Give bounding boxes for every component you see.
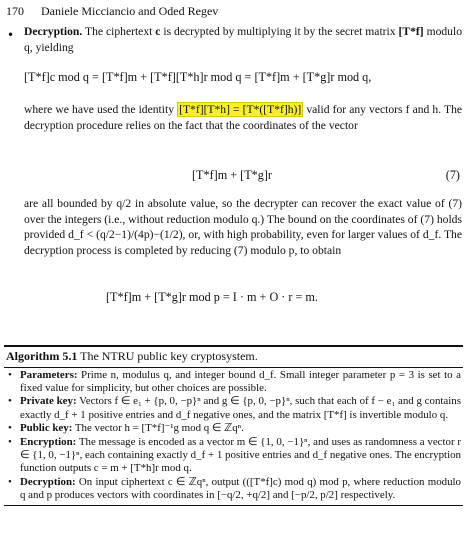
decryption-text-1: The ciphertext bbox=[82, 25, 156, 38]
bullet-icon: • bbox=[8, 422, 12, 435]
decryption-lead: Decryption. bbox=[24, 25, 83, 38]
highlighted-identity: [T*f][T*h] = [T*([T*f]h)] bbox=[179, 103, 302, 116]
bullet-icon: • bbox=[7, 28, 15, 42]
identity-paragraph bbox=[24, 102, 462, 133]
algorithm-list bbox=[4, 368, 463, 505]
item-text: Vectors f ∈ e₁ + {p, 0, −p}ⁿ and g ∈ {p, 0, −p}ⁿ, such that each of f − e₁ and g contains exactly d_f + 1 positive entries and d_f negative ones, and the matrix [T*f] is invertible modulo q. bbox=[20, 395, 461, 421]
algorithm-item-private-key bbox=[6, 395, 461, 422]
algorithm-box bbox=[4, 345, 463, 506]
item-lead: Public key: bbox=[20, 422, 73, 435]
identity-text-after: valid for any vectors f and h. The decryption procedure relies on the fact that the coordinates of the vector bbox=[24, 103, 463, 132]
equation-3: [T*f]m + [T*g]r mod p = I · m + O · r = m. bbox=[106, 290, 318, 304]
equation-2: [T*f]m + [T*g]r bbox=[192, 168, 272, 182]
bullet-icon: • bbox=[8, 395, 12, 408]
algorithm-item-decryption bbox=[6, 476, 461, 503]
ciphertext-symbol: c bbox=[155, 25, 161, 38]
algorithm-item-public-key bbox=[6, 422, 461, 435]
equation-2-number: (7) bbox=[445, 168, 460, 182]
identity-text-before: where we have used the identity bbox=[24, 103, 178, 116]
item-text: The message is encoded as a vector m ∈ {1, 0, −1}ⁿ, and uses as randomness a vector r ∈ {1, 0, −1}ⁿ, each containing exactly d_f + 1 positive entries and d_f negative ones. The encryption function outputs c = m + [T*h]r mod q. bbox=[20, 435, 461, 475]
algorithm-caption bbox=[4, 347, 463, 365]
algorithm-item-parameters bbox=[6, 369, 461, 396]
item-text: On input ciphertext c ∈ ℤqⁿ, output (([T*f]c) mod q) mod p, where reduction modulo q and p produces vectors with coordinates in [−q/2, +q/2] and [−p/2, p/2] respectively. bbox=[20, 475, 461, 502]
item-text: The vector h = [T*f]⁻¹g mod q ∈ ℤqⁿ. bbox=[72, 422, 244, 435]
item-lead: Parameters: bbox=[20, 368, 78, 381]
bound-paragraph: are all bounded by q/2 in absolute value, so the decrypter can recover the exact value of (7) over the integers (i.e., without reduction modulo q.) The bound on the coordinates of (7) holds provided d_f < (q/2−1)/(4p)−(1/2), or, with high probability, even for larger values of d_f. The decryption process is completed by reducing (7) modulo p, to obtain bbox=[24, 197, 462, 257]
decryption-text-2: is decrypted by multiplying it by the secret matrix bbox=[160, 25, 399, 38]
equation-1: [T*f]c mod q = [T*f]m + [T*f][T*h]r mod q = [T*f]m + [T*g]r mod q, bbox=[24, 70, 372, 84]
running-header-authors: Daniele Micciancio and Oded Regev bbox=[41, 4, 219, 18]
bullet-icon: • bbox=[8, 475, 12, 488]
algorithm-label: Algorithm 5.1 bbox=[6, 348, 78, 363]
bullet-icon: • bbox=[8, 435, 12, 448]
algorithm-bottom-rule bbox=[4, 505, 463, 507]
algorithm-title: The NTRU public key cryptosystem. bbox=[77, 348, 258, 363]
algorithm-item-encryption bbox=[6, 436, 461, 476]
bullet-icon: • bbox=[8, 368, 12, 381]
item-text: Prime n, modulus q, and integer bound d_f. Small integer parameter p = 3 is set to a fixed value for simplicity, but other choices are possible. bbox=[20, 368, 461, 394]
decryption-text-3: modulo q, yielding bbox=[24, 25, 462, 54]
page-number: 170 bbox=[6, 4, 24, 18]
item-lead: Decryption: bbox=[20, 475, 76, 488]
decryption-paragraph bbox=[24, 24, 462, 55]
running-header bbox=[6, 4, 218, 19]
secret-matrix-symbol: [T*f] bbox=[398, 25, 424, 38]
item-lead: Private key: bbox=[20, 395, 77, 408]
item-lead: Encryption: bbox=[20, 435, 77, 448]
